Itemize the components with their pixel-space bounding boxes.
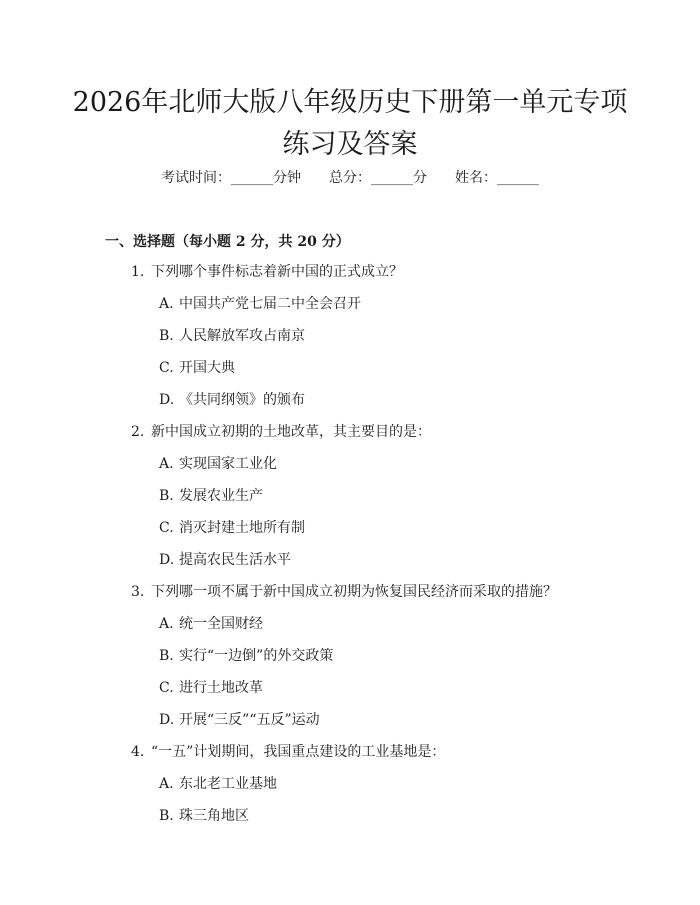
option-text: 消灭封建土地所有制 xyxy=(179,520,305,536)
question-number: 3. xyxy=(131,584,145,600)
question-1 xyxy=(131,262,403,282)
question-text: 下列哪一项不属于新中国成立初期为恢复国民经济而采取的措施？ xyxy=(151,584,557,600)
question-2 xyxy=(131,422,431,442)
question-3-option-c xyxy=(159,678,263,698)
option-letter: C. xyxy=(159,680,174,696)
option-text: 提高农民生活水平 xyxy=(179,552,291,568)
option-letter: A. xyxy=(159,296,174,312)
option-text: 实现国家工业化 xyxy=(179,456,277,472)
option-letter: B. xyxy=(159,648,174,664)
question-4-option-a xyxy=(159,774,277,794)
option-text: 发展农业生产 xyxy=(179,488,263,504)
question-number: 2. xyxy=(131,424,145,440)
question-2-option-a xyxy=(159,454,277,474)
option-letter: D. xyxy=(159,392,175,408)
section-heading: 一、选择题（每小题 2 分，共 20 分） xyxy=(105,234,350,250)
option-letter: B. xyxy=(159,808,174,824)
option-text: 实行“一边倒”的外交政策 xyxy=(179,648,334,664)
option-text: 中国共产党七届二中全会召开 xyxy=(179,296,361,312)
option-text: 《共同纲领》的颁布 xyxy=(179,392,305,408)
option-letter: A. xyxy=(159,616,174,632)
question-4 xyxy=(131,742,445,762)
question-text: “一五”计划期间，我国重点建设的工业基地是： xyxy=(151,744,446,760)
option-text: 统一全国财经 xyxy=(179,616,263,632)
option-letter: B. xyxy=(159,488,174,504)
document-title: 2026年北师大版八年级历史下册第一单元专项练习及答案 xyxy=(72,87,628,160)
question-number: 4. xyxy=(131,744,145,760)
question-text: 下列哪个事件标志着新中国的正式成立？ xyxy=(151,264,403,280)
exam-time-field: 考试时间：______分钟 xyxy=(161,170,301,186)
question-2-option-c xyxy=(159,518,305,538)
question-3 xyxy=(131,582,557,602)
option-text: 东北老工业基地 xyxy=(179,776,277,792)
option-letter: A. xyxy=(159,776,174,792)
option-letter: C. xyxy=(159,520,174,536)
question-1-option-c xyxy=(159,358,235,378)
option-letter: A. xyxy=(159,456,174,472)
total-score-field: 总分：______分 xyxy=(329,170,427,186)
option-letter: D. xyxy=(159,712,175,728)
question-text: 新中国成立初期的土地改革，其主要目的是： xyxy=(151,424,431,440)
option-text: 人民解放军攻占南京 xyxy=(179,328,305,344)
option-letter: C. xyxy=(159,360,174,376)
option-text: 开展“三反”“五反”运动 xyxy=(179,712,320,728)
option-text: 开国大典 xyxy=(179,360,235,376)
option-text: 珠三角地区 xyxy=(179,808,249,824)
question-4-option-b xyxy=(159,806,249,826)
option-text: 进行土地改革 xyxy=(179,680,263,696)
question-3-option-d xyxy=(159,710,320,730)
question-2-option-b xyxy=(159,486,263,506)
exam-meta xyxy=(0,168,700,188)
question-1-option-d xyxy=(159,390,305,410)
option-letter: D. xyxy=(159,552,175,568)
option-letter: B. xyxy=(159,328,174,344)
question-3-option-b xyxy=(159,646,333,666)
question-2-option-d xyxy=(159,550,291,570)
question-3-option-a xyxy=(159,614,263,634)
question-number: 1. xyxy=(131,264,145,280)
question-1-option-b xyxy=(159,326,305,346)
student-name-field: 姓名：______ xyxy=(455,170,539,186)
question-1-option-a xyxy=(159,294,361,314)
